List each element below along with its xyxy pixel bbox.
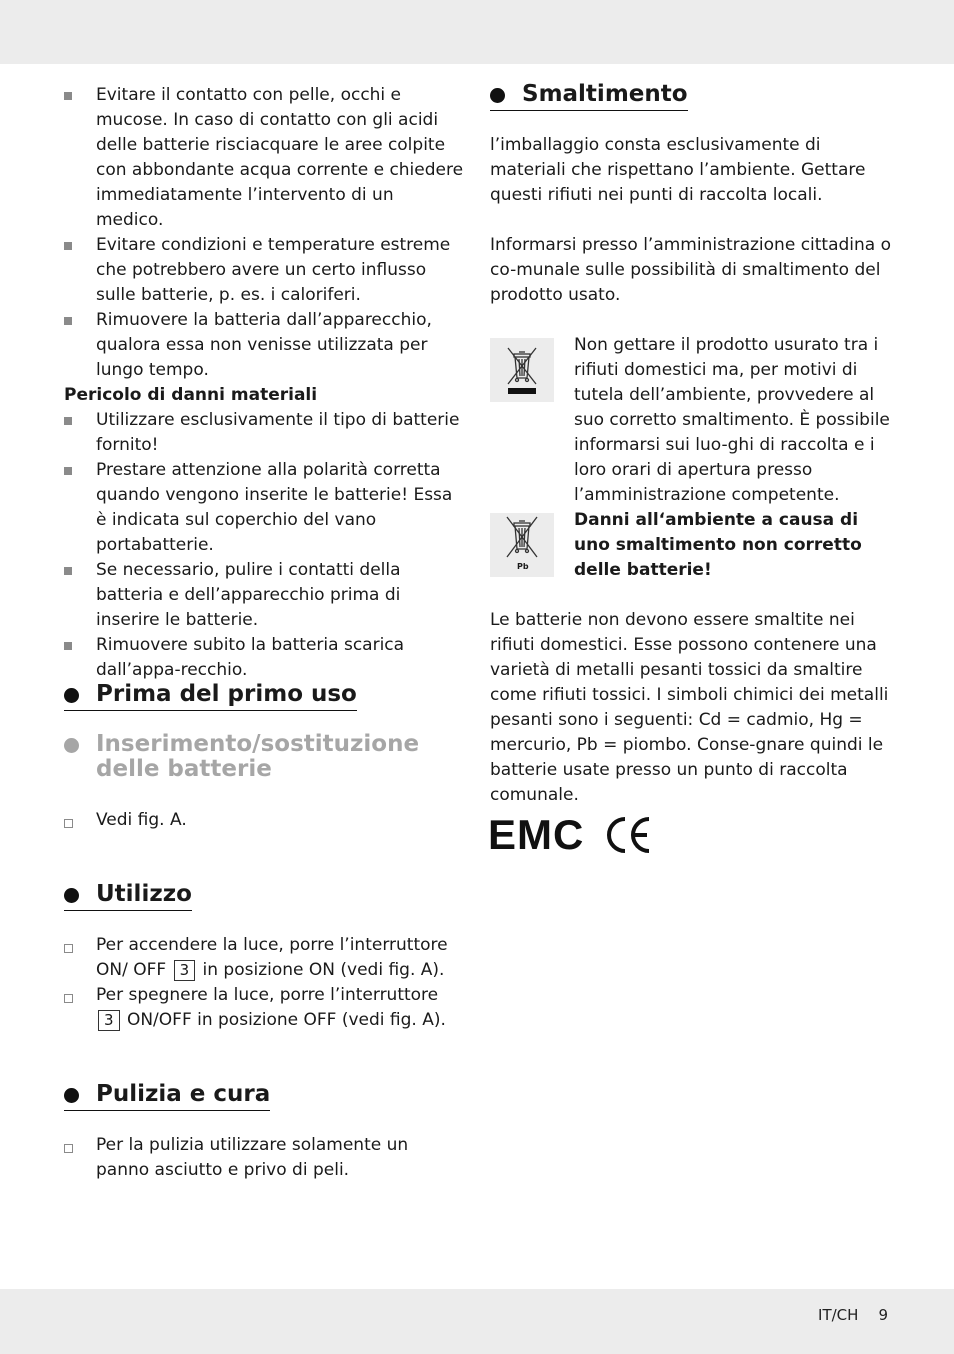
material-danger-list — [64, 408, 464, 683]
bullet-dot-icon — [64, 888, 79, 903]
square-bullet-icon — [64, 317, 72, 325]
crossed-bin-icon — [490, 338, 554, 402]
bullet-dot-icon — [64, 738, 79, 753]
battery-warnings-list — [64, 83, 464, 383]
battery-disposal-paragraph: Le batterie non devono essere smaltite nei rifiuti domestici. Esse possono contenere una varietà di metalli pesanti tossici da smaltire come rifiuti tossici. I simboli chimici dei metalli pesanti sono i seguenti: Cd = cadmio, Hg = mercurio, Pb = piombo. Conse-gnare quindi le batterie usate presso un punto di raccolta comunale. — [490, 610, 889, 805]
section-heading-first-use: Prima del primo uso — [64, 682, 357, 711]
page-footer — [818, 1303, 888, 1328]
list-item: Se necessario, pulire i contatti della batteria e dell’apparecchio prima di inserire le batterie. — [64, 558, 464, 633]
cleaning-list — [64, 1133, 464, 1183]
battery-disposal-warning-heading: Danni all‘ambiente a causa di uno smaltimento non corretto delle batterie! — [574, 510, 862, 580]
list-item: Rimuovere la batteria dall’apparecchio, qualora essa non venisse utilizzata per lungo tempo. — [64, 308, 464, 383]
weee-paragraph: Non gettare il prodotto usurato tra i rifiuti domestici ma, per motivi di tutela dell’ambiente, provvedere al suo corretto smaltimento. È possibile informarsi sui luo-ghi di raccolta e i loro orari di apertura presso l’amministrazione competente. — [574, 335, 890, 505]
header-band — [0, 0, 954, 64]
step-box-icon — [64, 944, 73, 953]
ce-mark-icon — [604, 815, 654, 855]
disposal-paragraph-2: Informarsi presso l’amministrazione cittadina o co-munale sulle possibilità di smaltimento del prodotto usato. — [490, 235, 892, 305]
section-heading-usage: Utilizzo — [64, 882, 192, 911]
bullet-dot-icon — [64, 688, 79, 703]
list-item: Per spegnere la luce, porre l’interruttore 3 ON/OFF in posizione OFF (vedi fig. A). — [64, 983, 464, 1033]
list-item: Per accendere la luce, porre l’interruttore ON/ OFF 3 in posizione ON (vedi fig. A). — [64, 933, 464, 983]
part-reference-badge: 3 — [98, 1010, 120, 1031]
material-danger-heading: Pericolo di danni materiali — [64, 385, 318, 405]
square-bullet-icon — [64, 417, 72, 425]
list-item: Rimuovere subito la batteria scarica dall’appa-recchio. — [64, 633, 464, 683]
list-item: Per la pulizia utilizzare solamente un panno asciutto e privo di peli. — [64, 1133, 464, 1183]
square-bullet-icon — [64, 567, 72, 575]
step-box-icon — [64, 1144, 73, 1153]
disposal-paragraph-1: l’imballaggio consta esclusivamente di materiali che rispettano l’ambiente. Gettare questi rifiuti nei punti di raccolta locali. — [490, 135, 866, 205]
list-item: Evitare condizioni e temperature estreme che potrebbero avere un certo influsso sulle batterie, p. es. i caloriferi. — [64, 233, 464, 308]
square-bullet-icon — [64, 467, 72, 475]
step-box-icon — [64, 819, 73, 828]
step-box-icon — [64, 994, 73, 1003]
list-item: Prestare attenzione alla polarità corretta quando vengono inserite le batterie! Essa è indicata sul coperchio del vano portabatterie. — [64, 458, 464, 558]
emc-ce-marks — [488, 812, 654, 858]
pb-label: Pb — [517, 562, 529, 571]
list-item: Vedi fig. A. — [64, 808, 464, 833]
part-reference-badge: 3 — [174, 960, 196, 981]
usage-list — [64, 933, 464, 1033]
square-bullet-icon — [64, 642, 72, 650]
list-item: Utilizzare esclusivamente il tipo di batterie fornito! — [64, 408, 464, 458]
square-bullet-icon — [64, 242, 72, 250]
list-item: Evitare il contatto con pelle, occhi e mucose. In caso di contatto con gli acidi delle batterie risciacquare le aree colpite con abbondante acqua corrente e chiedere immediatamente l’intervento di un medico. — [64, 83, 464, 233]
section-heading-cleaning: Pulizia e cura — [64, 1082, 270, 1111]
language-code: IT/CH — [818, 1306, 859, 1324]
emc-logo: EMC — [488, 811, 585, 858]
crossed-bin-pb-icon — [490, 513, 554, 577]
bullet-dot-icon — [490, 88, 505, 103]
footer-band — [0, 1289, 954, 1354]
section-heading-disposal: Smaltimento — [490, 82, 688, 111]
section-heading-battery-insert: Inserimento/sostituzione delle batterie — [64, 732, 419, 782]
battery-insert-list — [64, 808, 464, 833]
bullet-dot-icon — [64, 1088, 79, 1103]
square-bullet-icon — [64, 92, 72, 100]
page-number: 9 — [878, 1306, 888, 1324]
